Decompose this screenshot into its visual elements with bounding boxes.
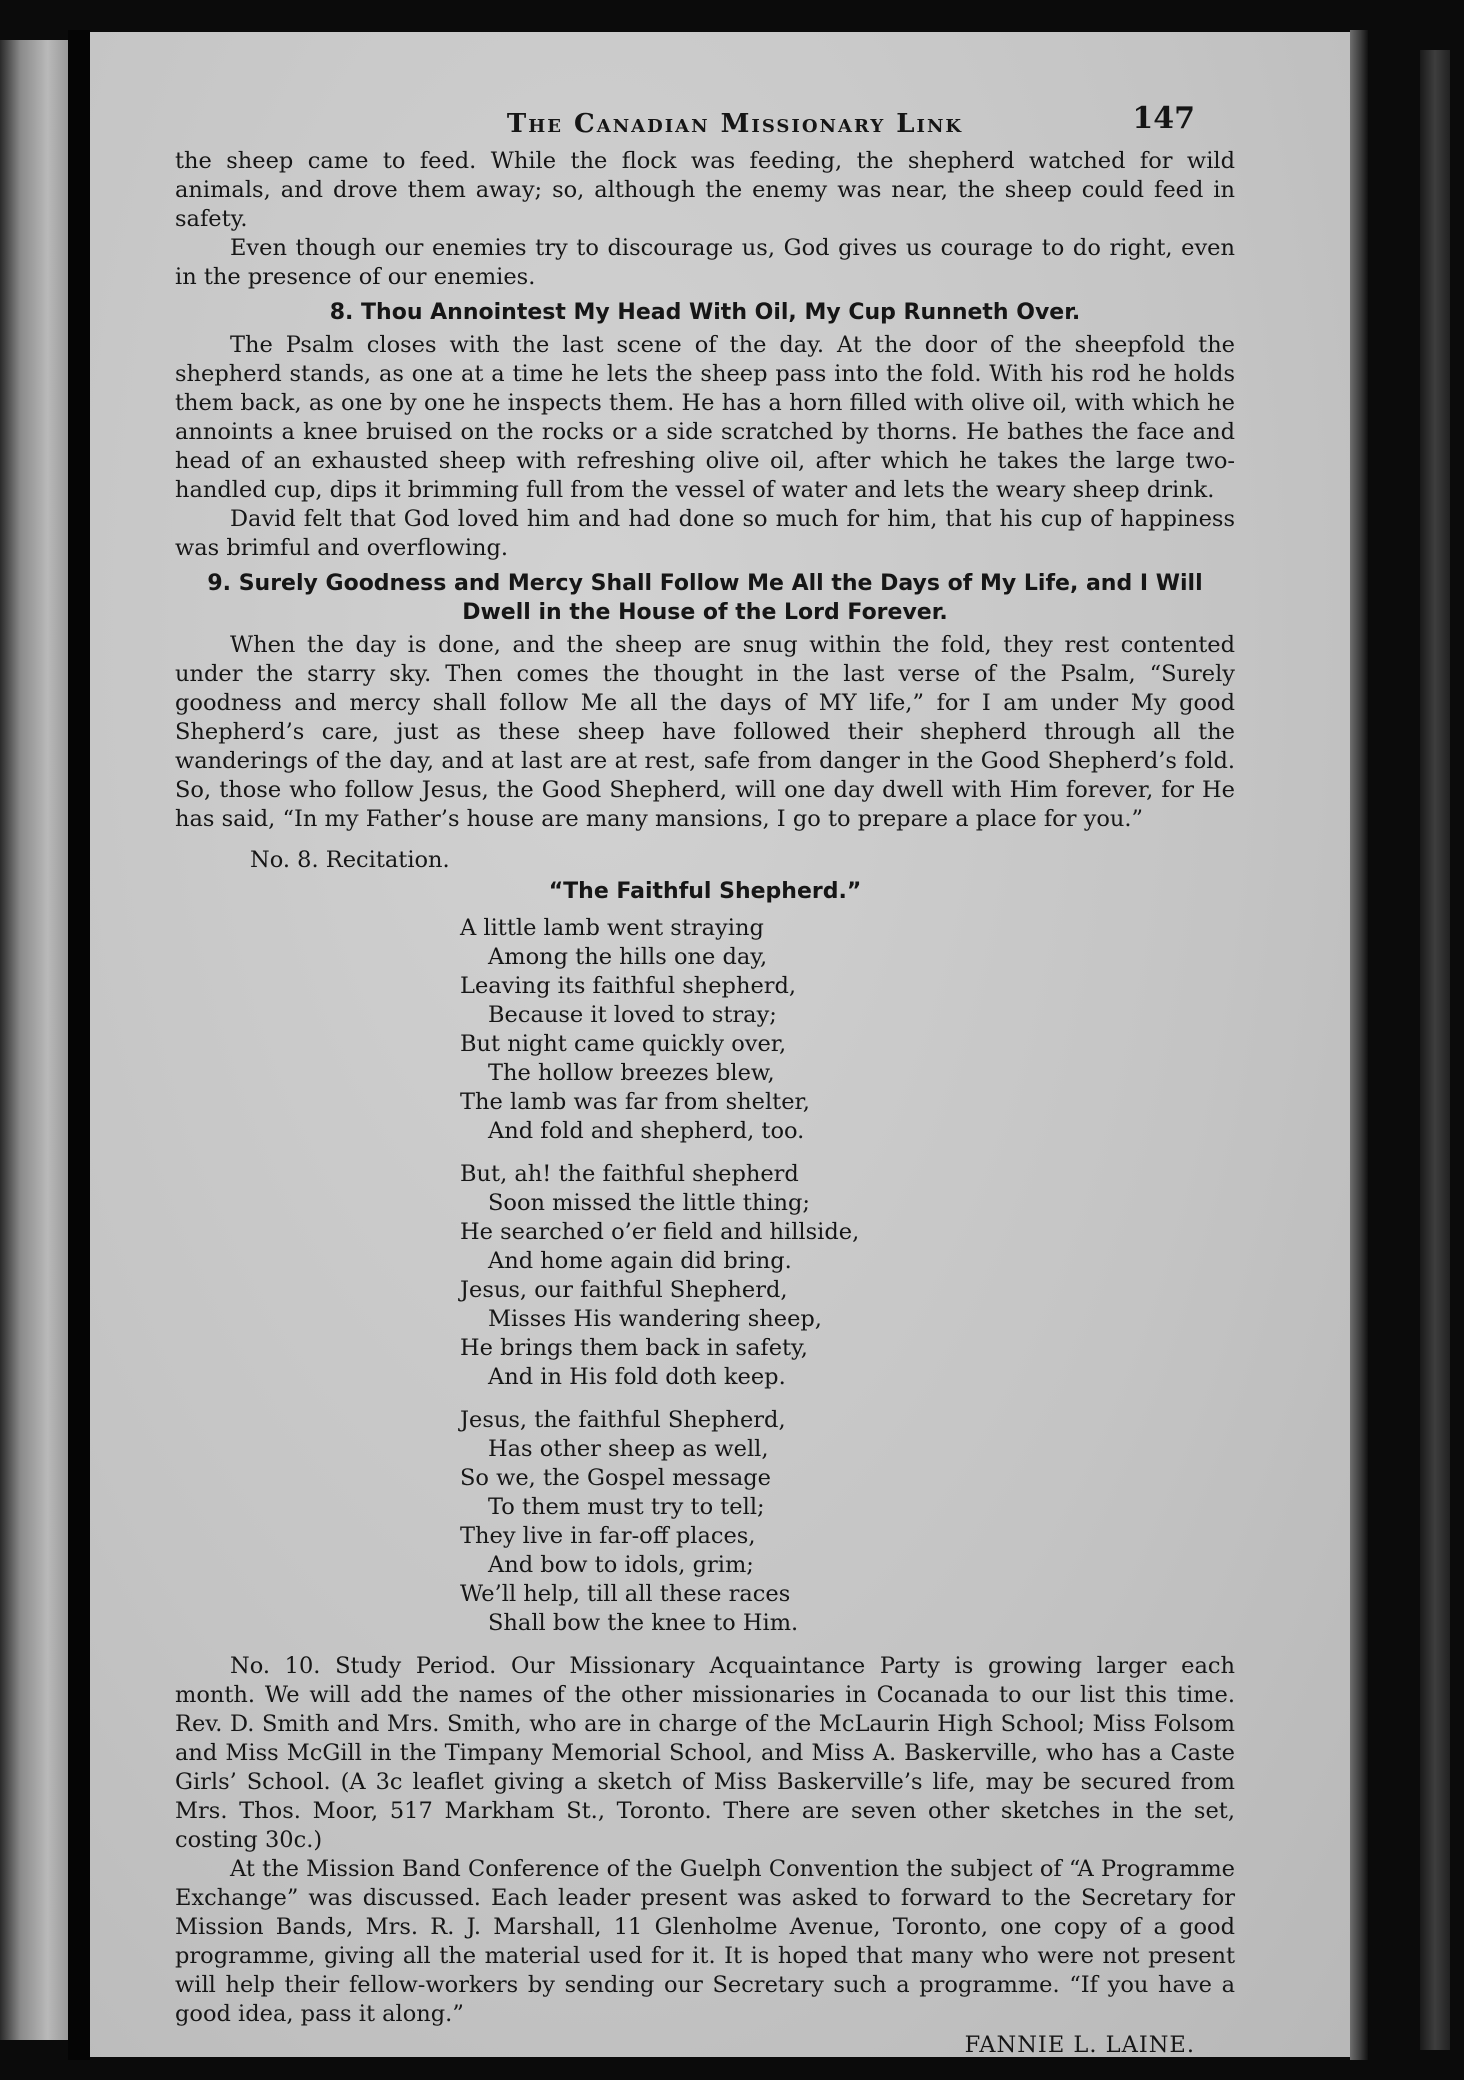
poem-line: Shall bow the knee to Him. — [488, 1610, 799, 1636]
poem-line: To them must try to tell; — [488, 1494, 765, 1520]
poem-line: And home again did bring. — [488, 1248, 792, 1274]
paragraph-psalm-closes: The Psalm closes with the last scene of the day. At the door of the sheepfold the shepherd stands, as one at a time he lets the sheep pass into the fold. With his rod he holds them back, as one by one he inspects them. He has a horn filled with olive oil, with which he annoints a knee bruised on the rocks or a side scratched by thorns. He bathes the face and head of an exhausted sheep with refreshing olive oil, after which he takes the large two-handled cup, dips it brimming full from the vessel of water and lets the weary sheep drink. — [175, 332, 1235, 503]
poem-line: But, ah! the faithful shepherd — [460, 1161, 799, 1187]
section-heading-8: 8. Thou Annointest My Head With Oil, My Cup Runneth Over. — [329, 300, 1081, 325]
poem-line: We’ll help, till all these races — [460, 1581, 791, 1607]
poem-line: Jesus, our faithful Shepherd, — [460, 1277, 788, 1303]
page-number: 147 — [1132, 101, 1195, 136]
poem-line: But night came quickly over, — [460, 1031, 787, 1057]
poem-line: Among the hills one day, — [488, 944, 768, 970]
poem-stanza-3 — [460, 1406, 1235, 1638]
page-content — [175, 101, 1235, 2060]
paragraph-enemies: Even though our enemies try to discourage us, God gives us courage to do right, even in the presence of our enemies. — [175, 235, 1235, 290]
poem-line: Misses His wandering sheep, — [488, 1306, 822, 1332]
poem-line: And fold and shepherd, too. — [488, 1118, 805, 1144]
next-page-edge — [1420, 50, 1450, 2050]
poem-line: The lamb was far from shelter, — [460, 1089, 810, 1115]
poem-line: And bow to idols, grim; — [488, 1552, 754, 1578]
poem-line: They live in far-off places, — [460, 1523, 756, 1549]
poem-line: He brings them back in safety, — [460, 1335, 808, 1361]
paragraph-continued: the sheep came to feed. While the flock was feeding, the shepherd watched for wild animals, and drove them away; so, although the enemy was near, the sheep could feed in safety. — [175, 148, 1235, 232]
poem-title: “The Faithful Shepherd.” — [548, 879, 862, 904]
poem-line: Jesus, the faithful Shepherd, — [460, 1407, 786, 1433]
running-head: The Canadian Missionary Link — [506, 109, 964, 139]
poem-line: The hollow breezes blew, — [488, 1060, 775, 1086]
paragraph-david: David felt that God loved him and had done so much for him, that his cup of happiness was brimful and overflowing. — [175, 506, 1235, 561]
paragraph-mission-band: At the Mission Band Conference of the Guelph Convention the subject of “A Programme Exchange” was discussed. Each leader present was asked to forward to the Secretary for Mission Bands, Mrs. R. J. Marshall, 11 Glenholme Avenue, Toronto, one copy of a good programme, giving all the material used for it. It is hoped that many who were not present will help their fellow-workers by sending our Secretary such a programme. “If you have a good idea, pass it along.” — [175, 1856, 1235, 2027]
recitation-label: No. 8. Recitation. — [250, 847, 450, 873]
poem-line: Has other sheep as well, — [488, 1436, 769, 1462]
paragraph-study-period: No. 10. Study Period. Our Missionary Acquaintance Party is growing larger each month. We will add the names of the other missionaries in Cocanada to our list this time. Rev. D. Smith and Mrs. Smith, who are in charge of the McLaurin High School; Miss Folsom and Miss McGill in the Timpany Memorial School, and Miss A. Baskerville, who has a Caste Girls’ School. (A 3c leaflet giving a sketch of Miss Baskerville’s life, may be secured from Mrs. Thos. Moor, 517 Markham St., Toronto. There are seven other sketches in the set, costing 30c.) — [175, 1653, 1235, 1853]
poem — [175, 914, 1235, 1638]
section-heading-9: 9. Surely Goodness and Mercy Shall Follow Me All the Days of My Life, and I Will Dwell in the House of the Lord Forever. — [207, 571, 1203, 625]
poem-stanza-1 — [460, 914, 1235, 1146]
poem-line: So we, the Gospel message — [460, 1465, 772, 1491]
signature: FANNIE L. LAINE. — [964, 2032, 1195, 2058]
poem-line: Soon missed the little thing; — [488, 1190, 810, 1216]
paragraph-day-done: When the day is done, and the sheep are snug within the fold, they rest contented under the starry sky. Then comes the thought in the last verse of the Psalm, “Surely goodness and mercy shall follow Me all the days of MY life,” for I am under My good Shepherd’s care, just as these sheep have followed their shepherd through all the wanderings of the day, and at last are at rest, safe from danger in the Good Shepherd’s fold. So, those who follow Jesus, the Good Shepherd, will one day dwell with Him forever, for He has said, “In my Father’s house are many mansions, I go to prepare a place for you.” — [175, 632, 1235, 832]
page-edge-shadow — [1350, 30, 1368, 2060]
poem-line: And in His fold doth keep. — [488, 1364, 786, 1390]
poem-line: A little lamb went straying — [460, 915, 764, 941]
poem-line: Leaving its faithful shepherd, — [460, 973, 797, 999]
poem-line: He searched o’er field and hillside, — [460, 1219, 860, 1245]
book-gutter — [68, 30, 90, 2060]
previous-page-edge — [0, 40, 68, 2040]
poem-line: Because it loved to stray; — [488, 1002, 777, 1028]
poem-stanza-2 — [460, 1160, 1235, 1392]
